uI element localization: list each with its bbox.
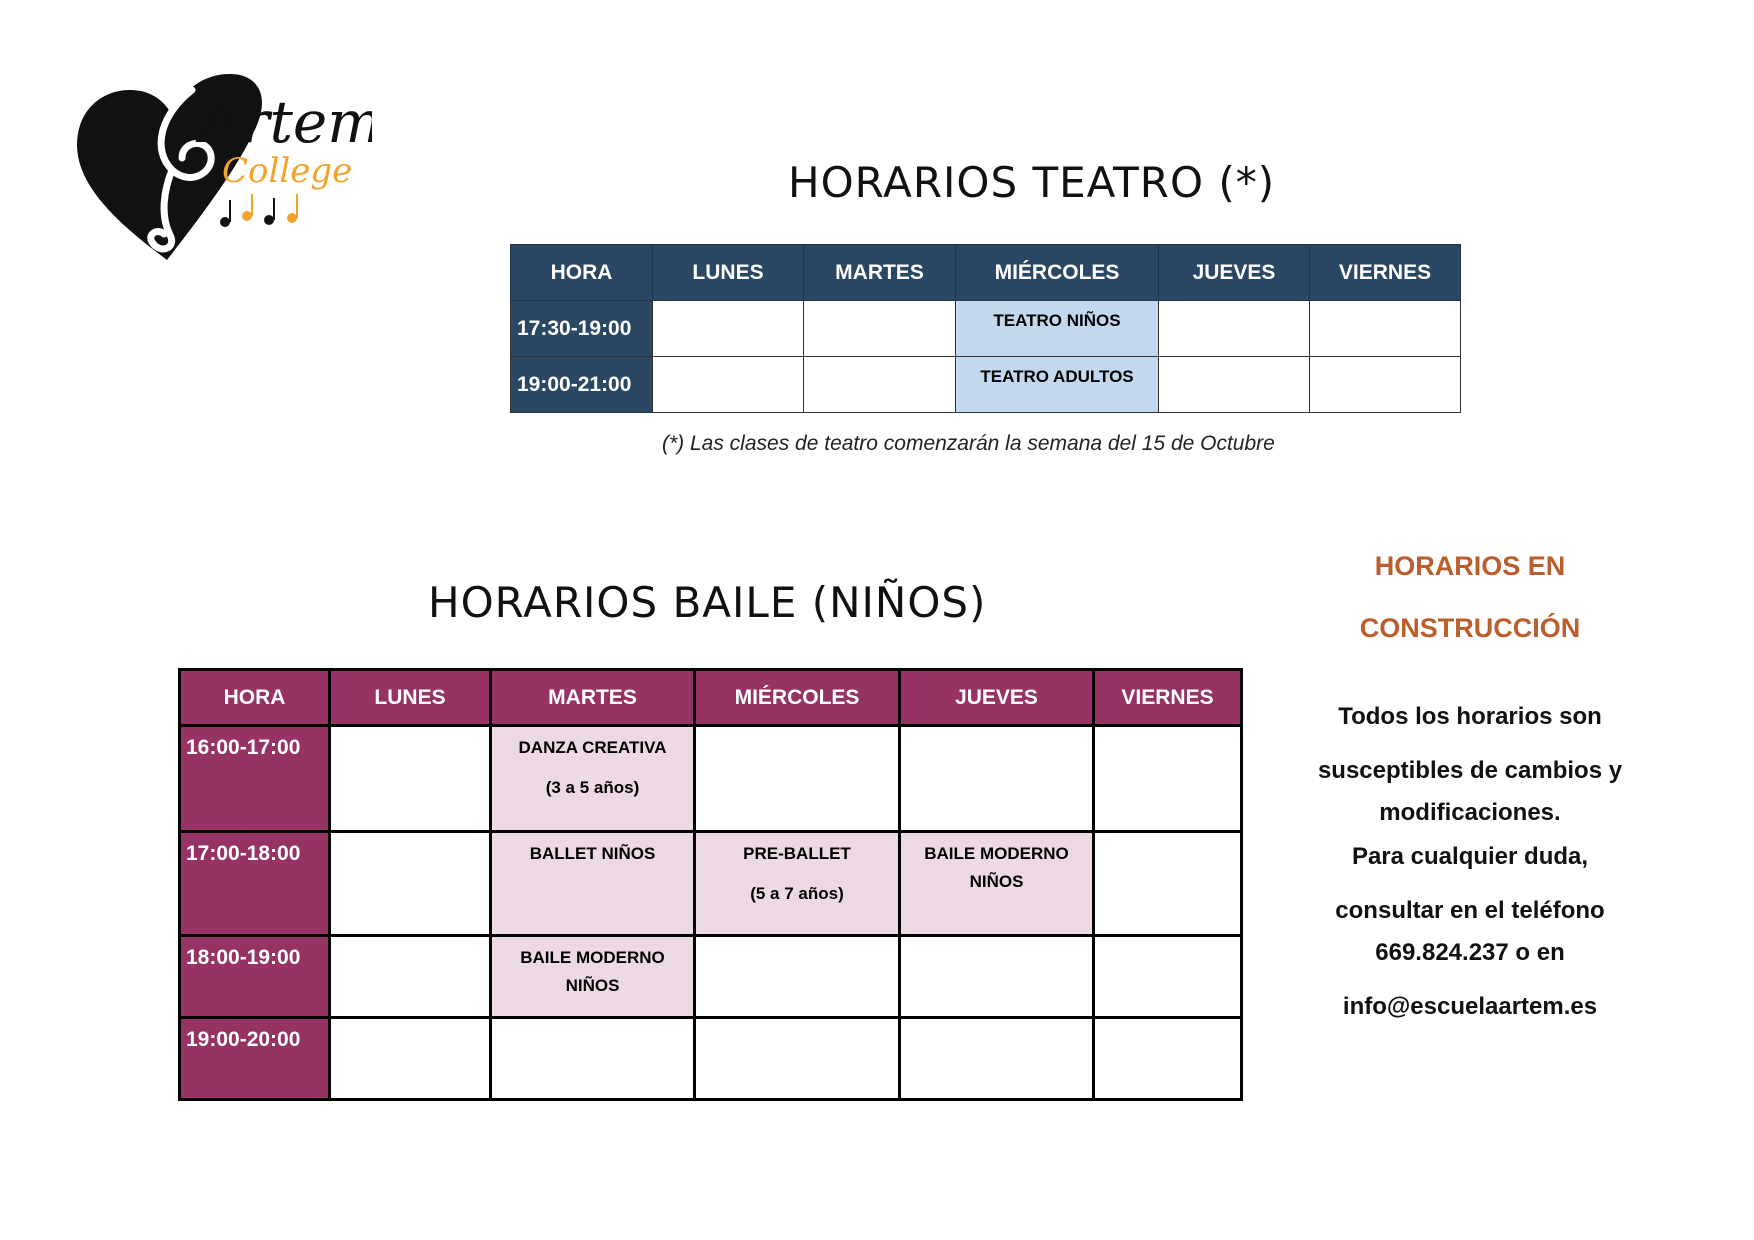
class-cell-baile-moderno-ninos (900, 832, 1094, 936)
teatro-header-hora: HORA (511, 245, 653, 301)
baile-header-miercoles: MIÉRCOLES (695, 670, 900, 726)
info-line: consultar en el teléfono (1335, 897, 1605, 924)
class-age: (3 a 5 años) (545, 778, 640, 797)
schedule-cell (1159, 301, 1310, 357)
info-line: susceptibles de cambios y (1317, 757, 1623, 784)
schedule-cell (653, 357, 804, 413)
baile-header-lunes: LUNES (330, 670, 491, 726)
hora-cell: 19:00-20:00 (180, 1018, 330, 1100)
schedule-cell (330, 936, 491, 1018)
teatro-header-jueves: JUEVES (1159, 245, 1310, 301)
schedule-cell (330, 1018, 491, 1100)
schedule-cell (330, 832, 491, 936)
teatro-header-viernes: VIERNES (1310, 245, 1461, 301)
baile-header-martes: MARTES (491, 670, 695, 726)
table-row (180, 1018, 1242, 1100)
teatro-header-lunes: LUNES (653, 245, 804, 301)
baile-title: HORARIOS BAILE (NIÑOS) (428, 578, 987, 627)
schedule-cell (695, 726, 900, 832)
baile-header-jueves: JUEVES (900, 670, 1094, 726)
schedule-cell (695, 1018, 900, 1100)
baile-header-row (180, 670, 1242, 726)
schedule-cell (653, 301, 804, 357)
class-cell-danza-creativa (491, 726, 695, 832)
class-name: BALLET NIÑOS (529, 844, 656, 863)
hora-cell: 18:00-19:00 (180, 936, 330, 1018)
schedule-cell (1094, 1018, 1242, 1100)
schedule-cell (330, 726, 491, 832)
info-line: Todos los horarios son (1338, 703, 1602, 730)
teatro-title: HORARIOS TEATRO (*) (788, 158, 1276, 207)
info-line: Para cualquier duda, (1351, 843, 1589, 870)
hora-cell: 16:00-17:00 (180, 726, 330, 832)
schedule-cell (900, 936, 1094, 1018)
teatro-header-martes: MARTES (804, 245, 956, 301)
construction-notice (1300, 535, 1640, 659)
schedule-cell (804, 357, 956, 413)
email-address: info@escuelaartem.es (1342, 993, 1598, 1020)
music-notes-icon (220, 194, 297, 227)
class-cell-ballet-ninos (491, 832, 695, 936)
schedule-cell (1094, 936, 1242, 1018)
schedule-cell (491, 1018, 695, 1100)
artem-college-logo (72, 70, 372, 270)
table-row (180, 936, 1242, 1018)
class-name: BAILE MODERNO (520, 948, 665, 967)
baile-header-viernes: VIERNES (1094, 670, 1242, 726)
construction-notice-line: CONSTRUCCIÓN (1359, 613, 1581, 643)
info-line: modificaciones. (1379, 799, 1561, 826)
schedule-cell (1310, 357, 1461, 413)
class-name-line2: NIÑOS (969, 872, 1024, 891)
class-name-line2: NIÑOS (565, 976, 620, 995)
logo-sub-text: College (222, 151, 353, 191)
class-cell-baile-moderno-ninos (491, 936, 695, 1018)
class-age: (5 a 7 años) (750, 884, 844, 903)
schedule-cell (1094, 832, 1242, 936)
class-name: BAILE MODERNO (924, 844, 1069, 863)
teatro-header-miercoles: MIÉRCOLES (956, 245, 1159, 301)
schedule-cell (900, 1018, 1094, 1100)
logo-brand-text: Artem (200, 88, 372, 156)
teatro-schedule-table (510, 244, 1461, 413)
teatro-header-row (511, 245, 1461, 301)
class-name: DANZA CREATIVA (518, 738, 667, 757)
schedule-cell (804, 301, 956, 357)
teatro-footnote: (*) Las clases de teatro comenzarán la semana del 15 de Octubre (662, 432, 1275, 455)
schedule-cell (1310, 301, 1461, 357)
phone-number: 669.824.237 o en (1375, 939, 1565, 966)
class-cell-teatro-adultos: TEATRO ADULTOS (956, 357, 1159, 413)
class-name: PRE-BALLET (743, 844, 851, 863)
class-cell-pre-ballet (695, 832, 900, 936)
schedule-cell (695, 936, 900, 1018)
table-row (511, 301, 1461, 357)
hora-cell: 17:30-19:00 (511, 301, 653, 357)
hora-cell: 19:00-21:00 (511, 357, 653, 413)
table-row (511, 357, 1461, 413)
construction-notice-line: HORARIOS EN (1374, 551, 1566, 581)
heart-treble-clef-icon (72, 70, 372, 270)
schedule-cell (900, 726, 1094, 832)
hora-cell: 17:00-18:00 (180, 832, 330, 936)
table-row (180, 726, 1242, 832)
class-cell-teatro-ninos: TEATRO NIÑOS (956, 301, 1159, 357)
baile-schedule-table (178, 668, 1243, 1101)
contact-info (1300, 696, 1640, 1028)
schedule-cell (1094, 726, 1242, 832)
table-row (180, 832, 1242, 936)
baile-header-hora: HORA (180, 670, 330, 726)
schedule-cell (1159, 357, 1310, 413)
